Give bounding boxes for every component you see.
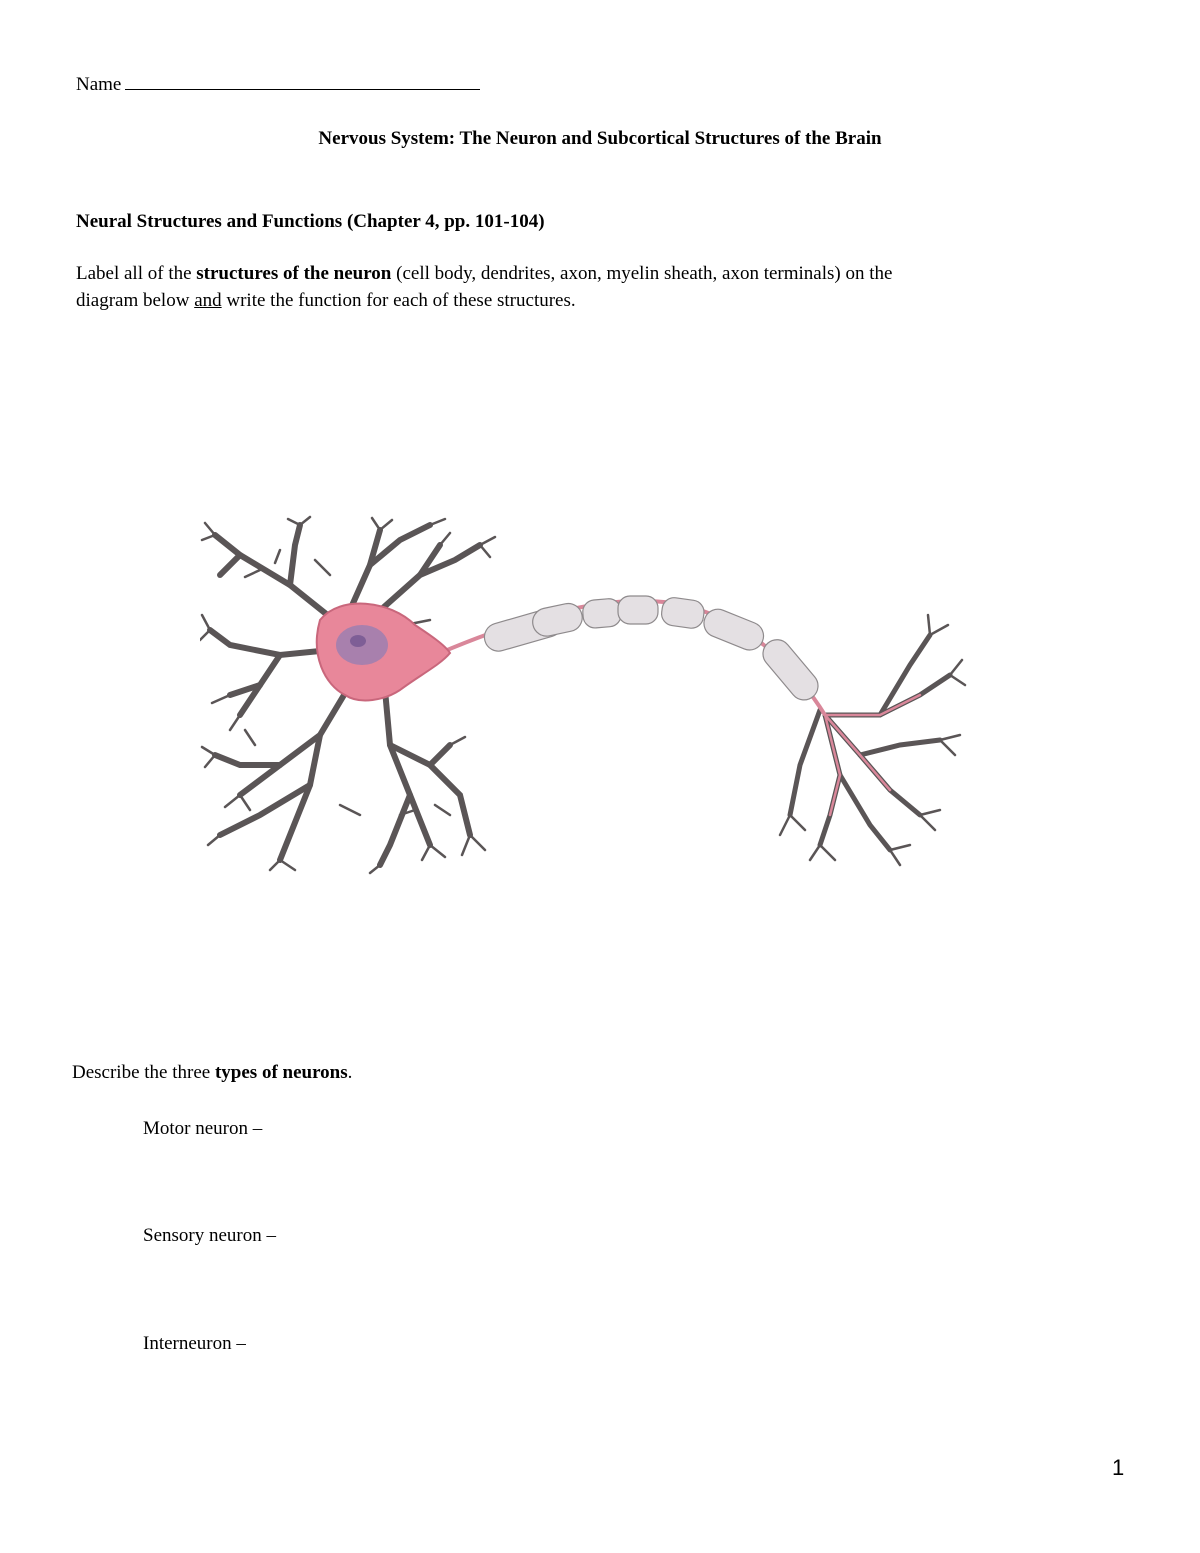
instr-line2-suffix: write the function for each of these structures.: [221, 290, 576, 311]
neuron-diagram: [200, 515, 980, 875]
cell-body: [317, 604, 450, 701]
name-field: [76, 71, 480, 98]
instr-middle: (cell body, dendrites, axon, myelin sheath, axon terminals) on the: [391, 263, 893, 284]
types-prefix: Describe the three: [72, 1062, 215, 1083]
myelin-sheath: [481, 596, 824, 706]
section-heading: Neural Structures and Functions (Chapter 4, pp. 101-104): [76, 211, 545, 232]
page-number: 1: [1112, 1455, 1125, 1480]
instr-prefix: Label all of the: [76, 263, 197, 284]
document-title: Nervous System: The Neuron and Subcortical Structures of the Brain: [318, 128, 882, 149]
motor-neuron-label: Motor neuron –: [143, 1118, 263, 1139]
sensory-neuron-label: Sensory neuron –: [143, 1225, 276, 1246]
types-suffix: .: [347, 1062, 353, 1083]
instr-line2-prefix: diagram below: [76, 290, 195, 311]
axon-terminals: [780, 615, 965, 865]
instructions: [76, 260, 1116, 314]
nucleolus: [350, 635, 366, 647]
name-blank-line[interactable]: [125, 71, 480, 90]
instr-underlined: and: [194, 290, 222, 311]
instr-bold: structures of the neuron: [196, 263, 392, 284]
types-question: [72, 1059, 352, 1086]
name-label: Name: [76, 74, 122, 95]
interneuron-label: Interneuron –: [143, 1333, 246, 1354]
types-bold: types of neurons: [214, 1062, 348, 1083]
